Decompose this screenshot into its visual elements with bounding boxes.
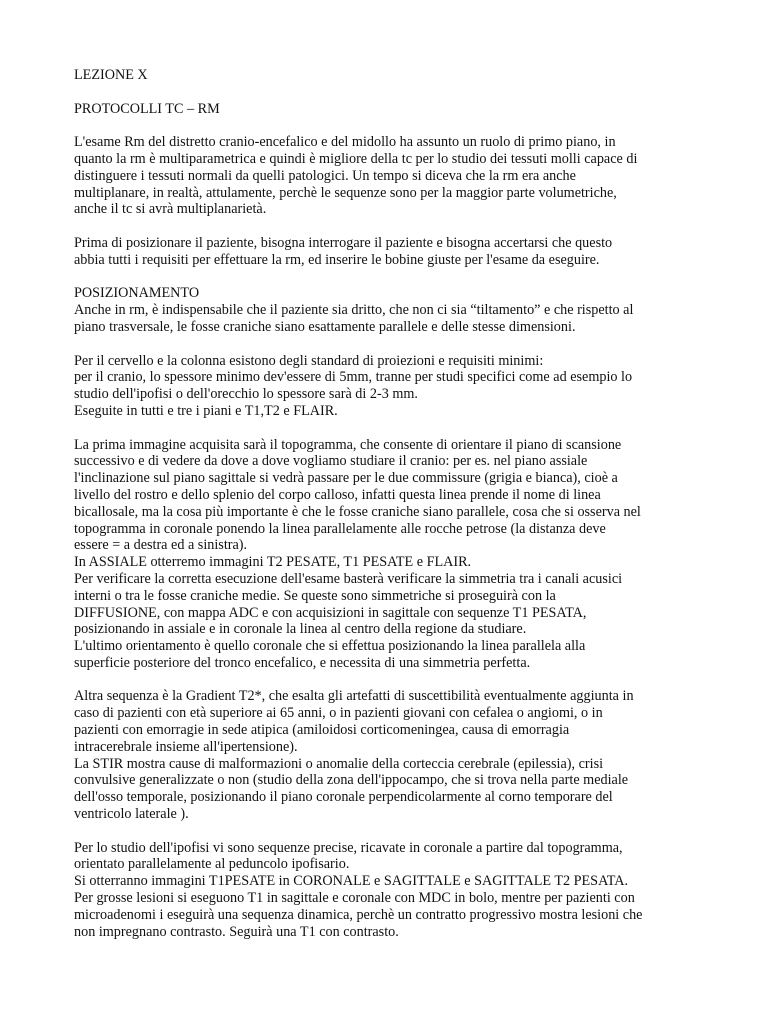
document-page: [74, 67, 714, 940]
section-heading-positioning: POSIZIONAMENTO: [74, 285, 200, 302]
paragraph-positioning: Anche in rm, è indispensabile che il paziente sia dritto, che non ci sia “tiltamento” e che rispetto al piano trasversale, le fosse craniche siano esattamente parallele e delle stesse dimensioni.: [74, 302, 634, 335]
paragraph-standards: Per il cervello e la colonna esistono degli standard di proiezioni e requisiti minimi: per il cranio, lo spessore minimo dev'essere di 5mm, tranne per studi specifici come ad esempio lo studio dell'ipofisi o dell'orecchio lo spessore sarà di 2-3 mm. Eseguite in tutti e tre i piani e T1,T2 e FLAIR.: [74, 352, 633, 419]
paragraph-patient-prep: Prima di posizionare il paziente, bisogna interrogare il paziente e bisogna accertarsi che questo abbia tutti i requisiti per effettuare la rm, ed inserire le bobine giuste per l'esame da eseguire.: [74, 234, 613, 268]
paragraph-intro: L'esame Rm del distretto cranio-encefalico e del midollo ha assunto un ruolo di primo piano, in quanto la rm è multiparametrica e quindi è migliore della tc per lo studio dei tessuti molli capace di distinguere i tessuti normali da quelli patologici. Un tempo si diceva che la rm era anche multiplanare, in realtà, attulamente, perchè le sequenze sono per la maggior parte volumetriche, anche il tc si avrà multiplanarietà.: [74, 134, 638, 218]
paragraph-topogram: La prima immagine acquisita sarà il topogramma, che consente di orientare il piano di scansione successivo e di vedere da dove a dove vogliamo studiare il cranio: per es. nel piano assiale l'inclinazione sul piano sagittale si vedrà passare per le due commissure (grigia e bianca), cioè a livello del rostro e dello splenio del corpo calloso, infatti questa linea prende il nome di linea bicallosale, ma la cosa più importante è che le fosse craniche siano parallele, cosa che si osserva nel topogramma in coronale ponendo la linea parallelamente alle rocche petrose (la distanza deve essere = a destra ed a sinistra). In ASSIALE otterremo immagini T2 PESATE, T1 PESATE e FLAIR. Per verificare la corretta esecuzione dell'esame basterà verificare la simmetria tra i canali acusici interni o tra le fosse craniche medie. Se queste sono simmetriche si proseguirà con la DIFFUSIONE, con mappa ADC e con acquisizioni in sagittale con sequenze T1 PESATA, posizionando in assiale e in coronale la linea al centro della regione da studiare. L'ultimo orientamento è quello coronale che si effettua posizionando la linea parallela alla superficie posteriore del tronco encefalico, e necessita di una simmetria perfetta.: [74, 436, 641, 671]
lesson-title: LEZIONE X: [74, 67, 148, 83]
paragraph-ipofisi: Per lo studio dell'ipofisi vi sono sequenze precise, ricavate in coronale a partire dal topogramma, orientato parallelamente al peduncolo ipofisario. Si otterranno immagini T1PESATE in CORONALE e SAGITTALE e SAGITTALE T2 PESATA. Per grosse lesioni si eseguono T1 in sagittale e coronale con MDC in bolo, mentre per pazienti con microadenomi i eseguirà una sequenza dinamica, perchè un contratto progressivo mostra lesioni che non impregnano contrasto. Seguirà una T1 con contrasto.: [74, 839, 643, 940]
document-subtitle: PROTOCOLLI TC – RM: [74, 100, 220, 117]
paragraph-gradient-stir: Altra sequenza è la Gradient T2*, che esalta gli artefatti di suscettibilità eventualmente aggiunta in caso di pazienti con età superiore ai 65 anni, o in pazienti giovani con cefalea o angiomi, o in pazienti con emorragie in sede atipica (amiloidosi corticomeningea, causa di emorragia intracerebrale insieme all'ipertensione). La STIR mostra cause di malformazioni o anomalie della corteccia cerebrale (epilessia), crisi convulsive generalizzate o non (studio della zona dell'ippocampo, che si trova nella parte mediale dell'osso temporale, posizionando il piano coronale perpendicolarmente al corno temporare del ventricolo laterale ).: [74, 688, 634, 823]
